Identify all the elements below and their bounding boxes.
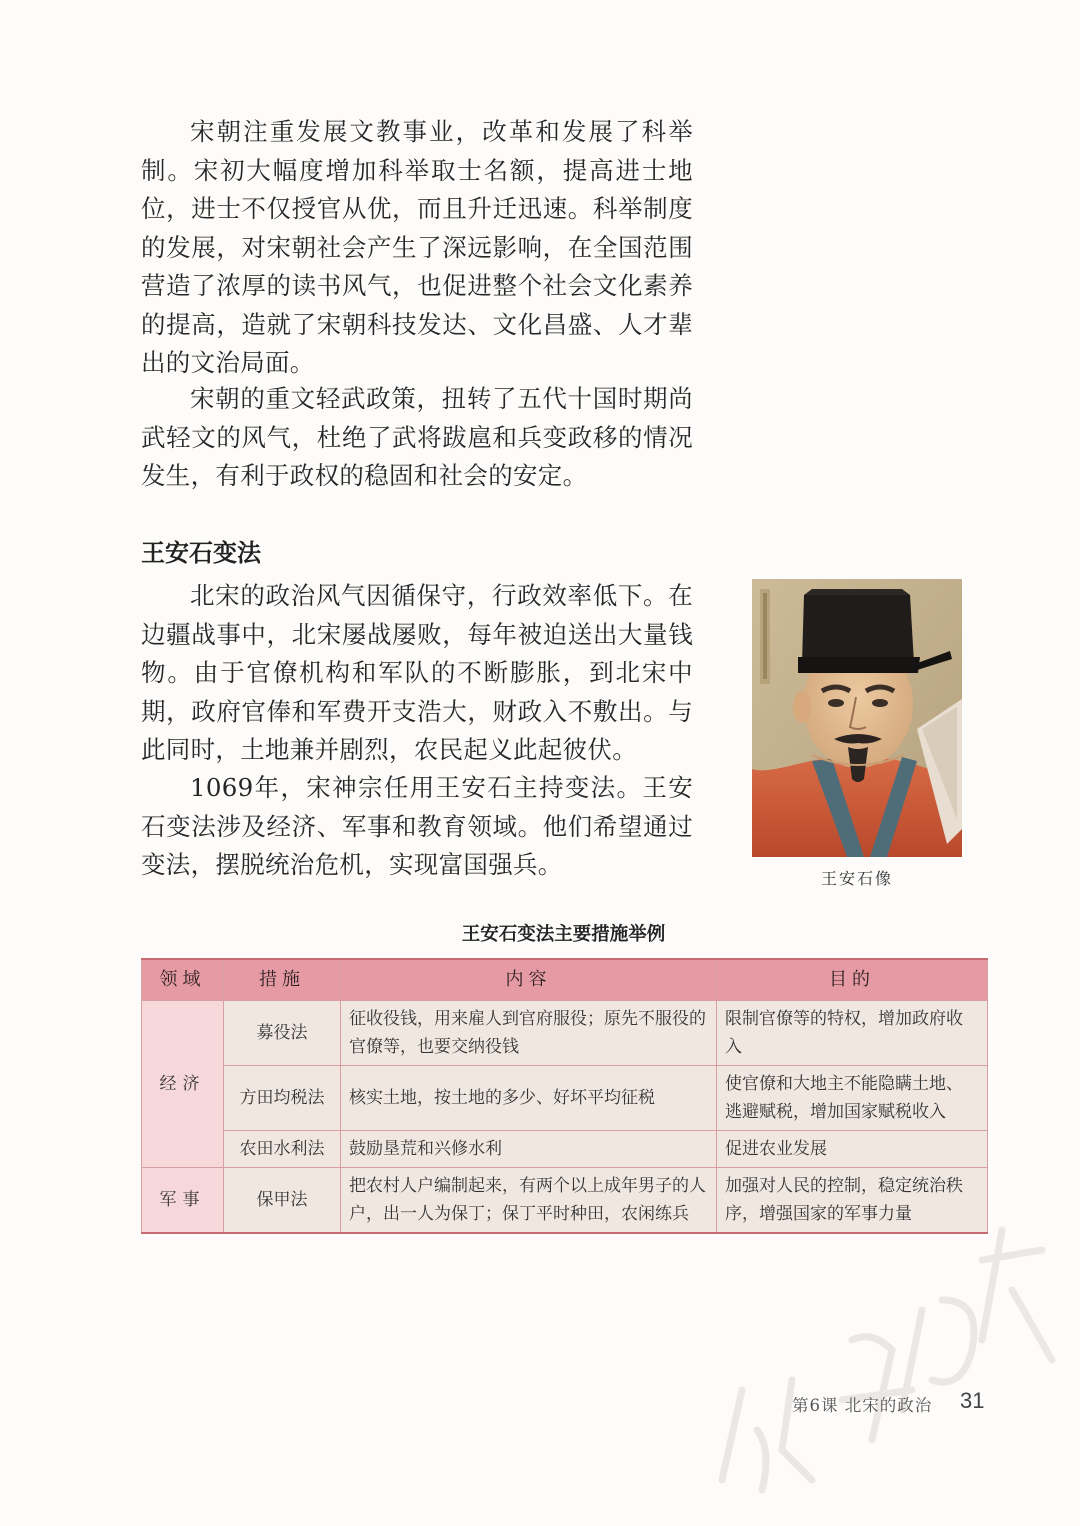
measure-cell: 保甲法 — [224, 1168, 341, 1234]
paragraph-reform-1069: 1069年，宋神宗任用王安石主持变法。王安石变法涉及经济、军事和教育领域。他们希望通过变法，摆脱统治危机，实现富国强兵。 — [141, 773, 693, 879]
table-row — [142, 1066, 988, 1131]
header-measure: 措施 — [224, 959, 341, 1001]
measure-cell: 方田均税法 — [224, 1066, 341, 1131]
measure-cell: 农田水利法 — [224, 1131, 341, 1168]
paragraph-imperial-exam: 宋朝注重发展文教事业，改革和发展了科举制。宋初大幅度增加科举取士名额，提高进士地位，进士不仅授官从优，而且升迁迅速。科举制度的发展，对宋朝社会产生了深远影响，在全国范围营造了浓厚的读书风气，也促进整个社会文化素养的提高，造就了宋朝科技发达、文化昌盛、人才辈出的文治局面。 — [141, 117, 693, 377]
purpose-cell: 使官僚和大地主不能隐瞒土地、逃避赋税，增加国家赋税收入 — [717, 1066, 988, 1131]
content-cell: 征收役钱，用来雇人到官府服役；原先不服役的官僚等，也要交纳役钱 — [341, 1001, 717, 1066]
paragraph-civil-policy: 宋朝的重文轻武政策，扭转了五代十国时期尚武轻文的风气，杜绝了武将跋扈和兵变政移的情况发生，有利于政权的稳固和社会的安定。 — [141, 384, 693, 490]
header-purpose: 目的 — [717, 959, 988, 1001]
header-content: 内容 — [341, 959, 717, 1001]
paragraph-northern-song-crisis: 北宋的政治风气因循保守，行政效率低下。在边疆战事中，北宋屡战屡败，每年被迫送出大量钱物。由于官僚机构和军队的不断膨胀，到北宋中期，政府官俸和军费开支浩大，财政入不敷出。与此同时，土地兼并剧烈，农民起义此起彼伏。 — [141, 581, 693, 764]
purpose-cell: 加强对人民的控制，稳定统治秩序，增强国家的军事力量 — [717, 1168, 988, 1234]
table-title: 王安石变法主要措施举例 — [461, 924, 666, 945]
field-economy: 经济 — [142, 1001, 224, 1168]
wang-anshi-portrait — [752, 579, 962, 857]
content-cell: 鼓励垦荒和兴修水利 — [341, 1131, 717, 1168]
table-row — [142, 1131, 988, 1168]
header-field: 领域 — [142, 959, 224, 1001]
table-row — [142, 1001, 988, 1066]
table-row — [142, 1168, 988, 1234]
table-header-row — [142, 959, 988, 1001]
content-cell: 核实土地，按土地的多少、好坏平均征税 — [341, 1066, 717, 1131]
reform-measures-table — [141, 958, 988, 1234]
portrait-caption: 王安石像 — [820, 869, 893, 888]
content-cell: 把农村人户编制起来，有两个以上成年男子的人户，出一人为保丁；保丁平时种田，农闲练兵 — [341, 1168, 717, 1234]
measure-cell: 募役法 — [224, 1001, 341, 1066]
purpose-cell: 限制官僚等的特权，增加政府收入 — [717, 1001, 988, 1066]
purpose-cell: 促进农业发展 — [717, 1131, 988, 1168]
section-heading: 王安石变法 — [141, 539, 261, 567]
field-military: 军事 — [142, 1168, 224, 1234]
footer-lesson-title: 第6课 北宋的政治 — [792, 1396, 933, 1415]
page-number: 31 — [960, 1388, 985, 1413]
